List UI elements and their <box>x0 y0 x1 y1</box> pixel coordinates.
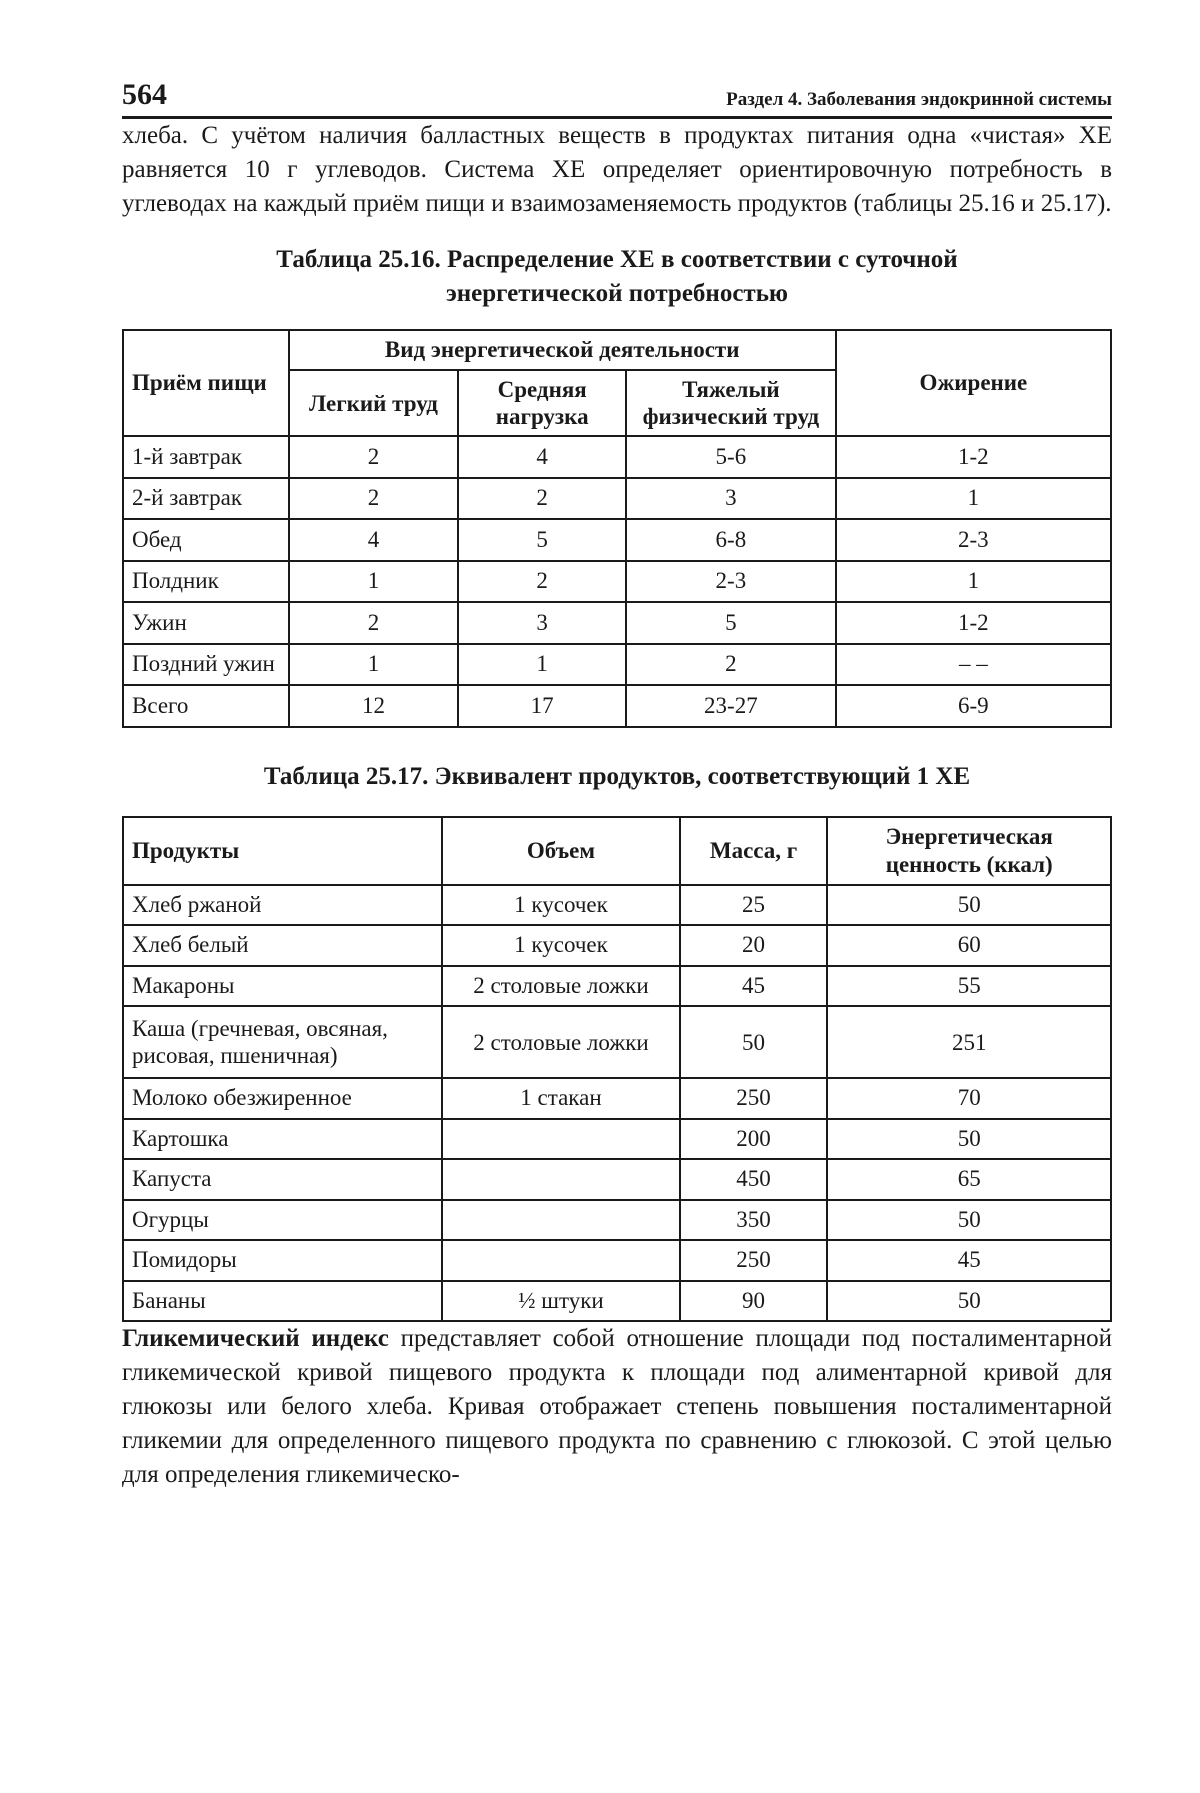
header-heavy-work: Тяжелый физический труд <box>626 370 836 436</box>
table-cell: – – <box>836 644 1111 686</box>
closing-paragraph <box>122 1322 1112 1492</box>
page-header <box>122 80 1112 119</box>
row-label-cell: Бананы <box>123 1281 442 1322</box>
row-label-cell: Поздний ужин <box>123 644 289 686</box>
table-cell: 25 <box>680 885 828 926</box>
table-row <box>123 925 1111 966</box>
row-label-cell: Хлеб белый <box>123 925 442 966</box>
table-cell: 1 <box>458 644 626 686</box>
row-label-cell: Полдник <box>123 561 289 603</box>
table-cell: 4 <box>458 436 626 478</box>
table-cell: 50 <box>680 1006 828 1078</box>
table-cell: 450 <box>680 1159 828 1200</box>
table-cell: 1 <box>836 478 1111 520</box>
table-cell: 1-2 <box>836 436 1111 478</box>
table-row <box>123 519 1111 561</box>
table-cell <box>442 1159 679 1200</box>
table1-caption-line2: энергетической потребностью <box>445 280 789 307</box>
document-page <box>122 80 1112 1492</box>
table-cell: 2 столовые ложки <box>442 1006 679 1078</box>
header-energy: Энергетическая ценность (ккал) <box>827 817 1111 885</box>
table2-caption: Таблица 25.17. Эквивалент продуктов, соответствующий 1 ХЕ <box>263 762 971 790</box>
row-label-cell: Помидоры <box>123 1240 442 1281</box>
table-cell: 1 кусочек <box>442 925 679 966</box>
page-number: 564 <box>122 78 167 111</box>
table-row <box>123 685 1111 727</box>
table-cell: 5-6 <box>626 436 836 478</box>
table-cell: ½ штуки <box>442 1281 679 1322</box>
row-label-cell: Огурцы <box>123 1200 442 1241</box>
table-cell <box>442 1200 679 1241</box>
xe-distribution-table <box>122 329 1112 728</box>
table-cell: 1 кусочек <box>442 885 679 926</box>
table-row <box>123 1006 1111 1078</box>
table-cell: 2 <box>458 478 626 520</box>
table-cell: 23-27 <box>626 685 836 727</box>
header-products: Продукты <box>123 817 442 885</box>
table-row <box>123 1078 1111 1119</box>
table-cell: 60 <box>827 925 1111 966</box>
table-cell: 50 <box>827 885 1111 926</box>
table-row <box>123 1159 1111 1200</box>
table2-body <box>123 885 1111 1322</box>
table-cell: 1 <box>836 561 1111 603</box>
table-cell: 2-3 <box>626 561 836 603</box>
table-row <box>123 478 1111 520</box>
header-obesity: Ожирение <box>836 330 1111 436</box>
table-cell: 55 <box>827 966 1111 1007</box>
table-cell: 2 столовые ложки <box>442 966 679 1007</box>
table-cell <box>442 1119 679 1160</box>
table-cell: 1 <box>289 561 459 603</box>
product-equivalent-table <box>122 816 1112 1323</box>
table-row <box>123 1240 1111 1281</box>
table-row <box>123 1200 1111 1241</box>
table-cell: 2 <box>289 436 459 478</box>
table-cell: 350 <box>680 1200 828 1241</box>
table-cell: 6-9 <box>836 685 1111 727</box>
table-cell: 1 <box>289 644 459 686</box>
table-cell: 2 <box>289 602 459 644</box>
table-cell: 2 <box>458 561 626 603</box>
table-cell: 65 <box>827 1159 1111 1200</box>
row-label-cell: Ужин <box>123 602 289 644</box>
table-row <box>123 966 1111 1007</box>
header-volume: Объем <box>442 817 679 885</box>
row-label-cell: 1-й завтрак <box>123 436 289 478</box>
table-row <box>123 644 1111 686</box>
header-medium-load: Средняя нагрузка <box>458 370 626 436</box>
table-row <box>123 1119 1111 1160</box>
table-cell: 1 стакан <box>442 1078 679 1119</box>
row-label-cell: Макароны <box>123 966 442 1007</box>
table-cell: 50 <box>827 1119 1111 1160</box>
table-cell: 3 <box>458 602 626 644</box>
row-label-cell: 2-й завтрак <box>123 478 289 520</box>
table-cell: 5 <box>626 602 836 644</box>
table-cell: 2 <box>626 644 836 686</box>
table-row <box>123 436 1111 478</box>
row-label-cell: Обед <box>123 519 289 561</box>
row-label-cell: Каша (гречневая, овсяная, рисовая, пшеничная) <box>123 1006 442 1078</box>
intro-paragraph: хлеба. С учётом наличия балластных веществ в продуктах питания одна «чистая» ХЕ равняется 10 г углеводов. Система ХЕ определяет ориентировочную потребность в углеводах на каждый приём пищи и взаимозаменяемость продуктов (таблицы 25.16 и 25.17). <box>122 122 1112 217</box>
table-row <box>123 561 1111 603</box>
table-cell: 251 <box>827 1006 1111 1078</box>
table-cell: 90 <box>680 1281 828 1322</box>
table-row <box>123 885 1111 926</box>
running-title: Раздел 4. Заболевания эндокринной системы <box>726 89 1112 110</box>
header-mass: Масса, г <box>680 817 828 885</box>
table-cell: 5 <box>458 519 626 561</box>
table-cell: 1-2 <box>836 602 1111 644</box>
table1-body <box>123 436 1111 727</box>
row-label-cell: Всего <box>123 685 289 727</box>
table-cell: 50 <box>827 1281 1111 1322</box>
row-label-cell: Молоко обезжиренное <box>123 1078 442 1119</box>
table1-caption-line1: Таблица 25.16. Распределение ХЕ в соответствии с суточной <box>276 246 958 273</box>
table-cell: 250 <box>680 1078 828 1119</box>
table-cell: 2 <box>289 478 459 520</box>
row-label-cell: Капуста <box>123 1159 442 1200</box>
table-cell: 2-3 <box>836 519 1111 561</box>
row-label-cell: Хлеб ржаной <box>123 885 442 926</box>
table-cell: 45 <box>680 966 828 1007</box>
table-cell: 200 <box>680 1119 828 1160</box>
header-activity-group: Вид энергетической деятельности <box>289 330 836 370</box>
table-cell: 4 <box>289 519 459 561</box>
table-cell: 6-8 <box>626 519 836 561</box>
closing-paragraph-text: представляет собой отношение площади под посталиментарной гликемической кривой пищевого продукта к площади под алиментарной кривой для глюкозы или белого хлеба. Кривая отображает степень повышения посталиментарной гликемии для определенного пищевого продукта по сравнению с глюкозой. С этой целью для определения гликемическо- <box>122 1325 1113 1488</box>
table-cell: 45 <box>827 1240 1111 1281</box>
header-light-work: Легкий труд <box>289 370 459 436</box>
table-row <box>123 1281 1111 1322</box>
header-meal: Приём пищи <box>123 330 289 436</box>
table-cell: 50 <box>827 1200 1111 1241</box>
table-cell: 3 <box>626 478 836 520</box>
table-cell: 250 <box>680 1240 828 1281</box>
table-cell: 20 <box>680 925 828 966</box>
glycemic-index-term: Гликемический индекс <box>122 1325 389 1352</box>
row-label-cell: Картошка <box>123 1119 442 1160</box>
table-cell <box>442 1240 679 1281</box>
table-cell: 12 <box>289 685 459 727</box>
table-cell: 17 <box>458 685 626 727</box>
table-cell: 70 <box>827 1078 1111 1119</box>
table-row <box>123 602 1111 644</box>
